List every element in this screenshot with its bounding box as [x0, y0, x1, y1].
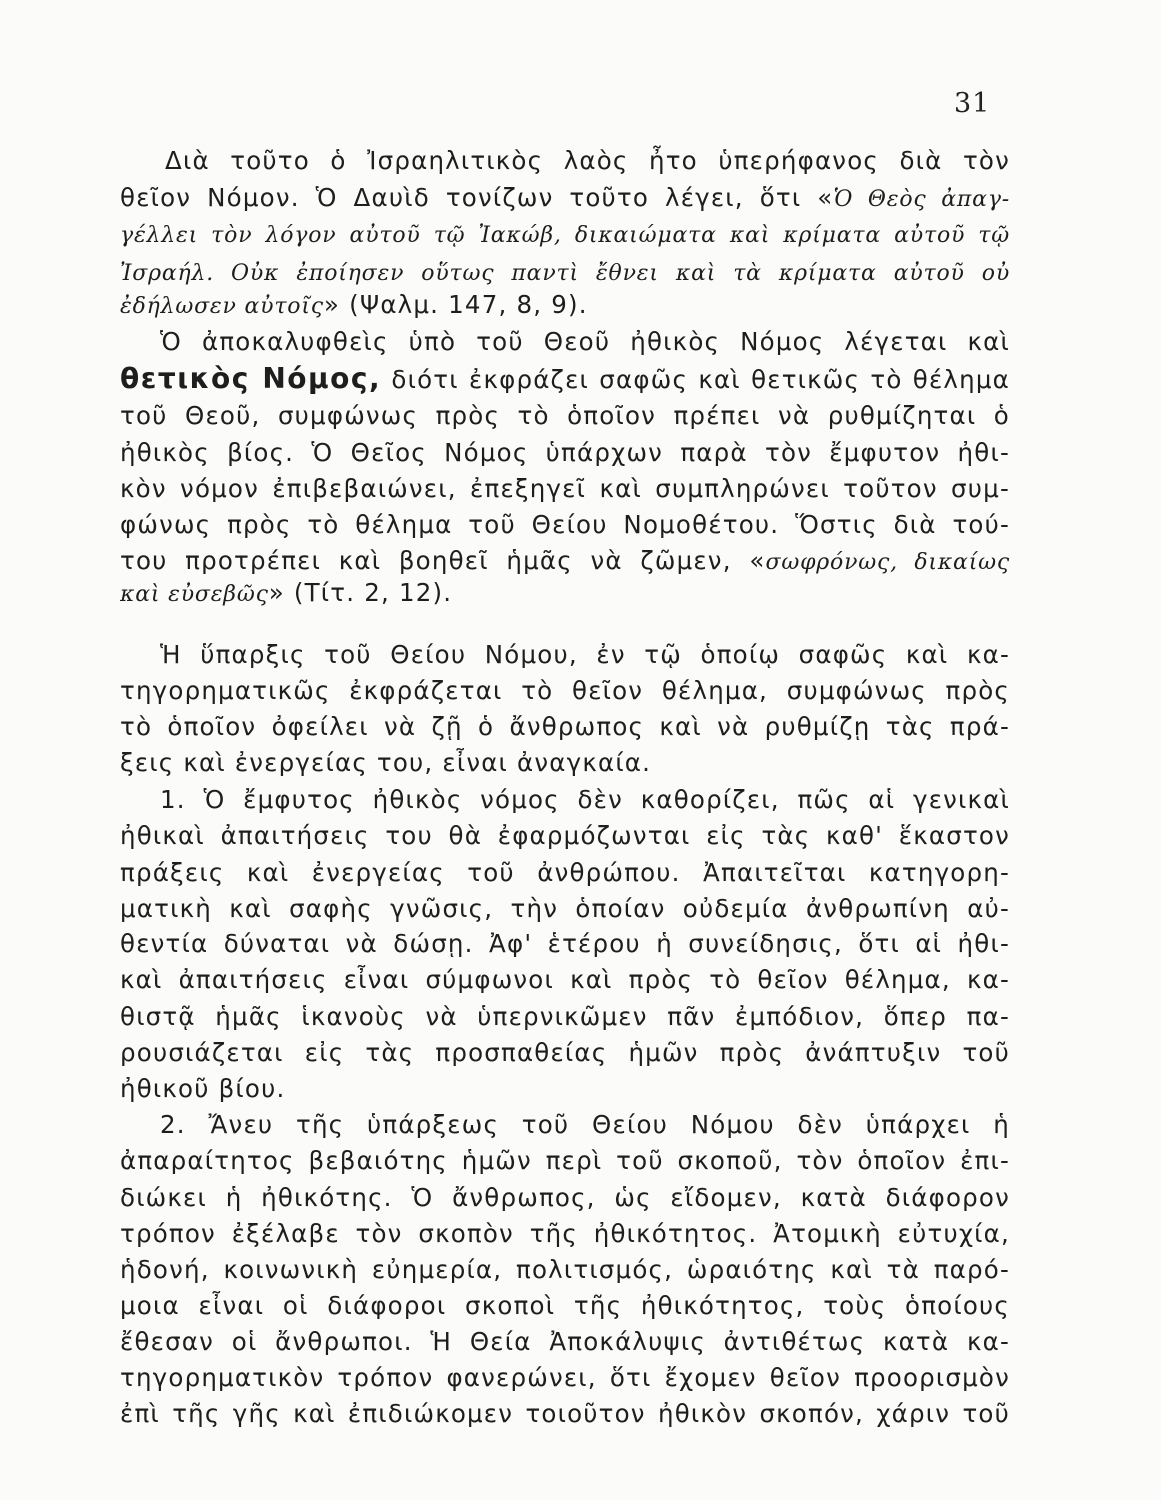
text-line: τηγορηματικῶς ἐκφράζεται τὸ θεῖον θέλημα, συμφώνως πρὸς	[120, 676, 1010, 705]
psalm-quote-line: Ἰσραήλ. Οὐκ ἐποίησεν οὕτως παντὶ ἔθνει καὶ τὰ κρίματα αὐτοῦ οὐ	[120, 261, 1010, 286]
text-line: Ὁ ἀποκαλυφθεὶς ὑπὸ τοῦ Θεοῦ ἠθικὸς Νόμος λέγεται καὶ	[160, 327, 1010, 356]
text-line	[120, 543, 1010, 579]
text-line: ρουσιάζεται εἰς τὰς προσπαθείας ἡμῶν πρὸς ἀνάπτυξιν τοῦ	[120, 1038, 1010, 1067]
text-line: ἠθικὸς βίος. Ὁ Θεῖος Νόμος ὑπάρχων παρὰ τὸν ἔμφυτον ἠθι-	[120, 438, 1010, 467]
text-line: τηγορηματικὸν τρόπον φανερώνει, ὅτι ἔχομεν θεῖον προορισμὸν	[120, 1363, 1010, 1392]
text-line: μοια εἶναι οἱ διάφοροι σκοποὶ τῆς ἠθικότητος, τοὺς ὁποίους	[120, 1291, 1010, 1320]
titus-quote: καὶ εὐσεβῶς	[120, 582, 269, 607]
text-line: Διὰ τοῦτο ὁ Ἰσραηλιτικὸς λαὸς ἦτο ὑπερήφανος διὰ τὸν	[165, 146, 1010, 175]
text-line: ἠθικαὶ ἀπαιτήσεις του θὰ ἐφαρμόζωνται εἰς τὰς καθ' ἕκαστον	[120, 821, 1010, 850]
text-line: κὸν νόμον ἐπιβεβαιώνει, ἐπεξηγεῖ καὶ συμπληρώνει τοῦτον συμ-	[120, 474, 1010, 503]
text-line: τὸ ὁποῖον ὀφείλει νὰ ζῇ ὁ ἄνθρωπος καὶ νὰ ρυθμίζῃ τὰς πρά-	[120, 712, 1010, 741]
bold-term: θετικὸς Νόμος,	[120, 362, 382, 395]
psalm-quote: ἐδήλωσεν αὐτοῖς	[120, 294, 324, 319]
text-line: ἀπαραίτητος βεβαιότης ἡμῶν περὶ τοῦ σκοποῦ, τὸν ὁποῖον ἐπι-	[120, 1146, 1010, 1175]
text-line: ἔθεσαν οἱ ἄνθρωποι. Ἡ Θεία Ἀποκάλυψις ἀντιθέτως κατὰ κα-	[120, 1327, 1010, 1356]
text-line: θεντία δύναται νὰ δώσῃ. Ἀφ' ἑτέρου ἡ συνείδησις, ὅτι αἱ ἠθι-	[120, 929, 1010, 958]
text-line: ἐπὶ τῆς γῆς καὶ ἐπιδιώκομεν τοιοῦτον ἠθικὸν σκοπόν, χάριν τοῦ	[120, 1399, 1010, 1428]
text-line: ἡδονή, κοινωνικὴ εὐημερία, πολιτισμός, ὡραιότης καὶ τὰ παρό-	[120, 1255, 1010, 1284]
psalm-quote-line: γέλλει τὸν λόγον αὐτοῦ τῷ Ἰακώβ, δικαιώματα καὶ κρίματα αὐτοῦ τῷ	[120, 223, 1010, 248]
citation: » (Τίτ. 2, 12).	[268, 578, 453, 607]
text-line: Ἡ ὕπαρξις τοῦ Θείου Νόμου, ἐν τῷ ὁποίῳ σαφῶς καὶ κα-	[160, 640, 1010, 669]
text-line: καὶ ἀπαιτήσεις εἶναι σύμφωνοι καὶ πρὸς τὸ θεῖον θέλημα, κα-	[120, 965, 1010, 994]
text-line: τοῦ Θεοῦ, συμφώνως πρὸς τὸ ὁποῖον πρέπει νὰ ρυθμίζηται ὁ	[120, 401, 1010, 430]
text-line: ματικὴ καὶ σαφὴς γνῶσις, τὴν ὁποίαν οὐδεμία ἀνθρωπίνη αὐ-	[120, 894, 1010, 923]
text-line	[120, 287, 1010, 323]
text-line	[120, 180, 1010, 216]
text-line: θιστᾷ ἡμᾶς ἱκανοὺς νὰ ὑπερνικῶμεν πᾶν ἐμπόδιον, ὅπερ πα-	[120, 1002, 1010, 1031]
titus-quote: σωφρόνως, δικαίως	[765, 550, 1010, 575]
text-span: διότι ἐκφράζει σαφῶς καὶ θετικῶς τὸ θέλημα	[391, 365, 1010, 394]
text-line: τρόπον ἐξέλαβε τὸν σκοπὸν τῆς ἠθικότητος. Ἀτομικὴ εὐτυχία,	[120, 1219, 1010, 1248]
text-line	[120, 361, 1010, 397]
text-span: θεῖον Νόμον. Ὁ Δαυὶδ τονίζων τοῦτο λέγει, ὅτι «	[120, 183, 834, 212]
psalm-quote: Ὁ Θεὸς ἀπαγ-	[833, 187, 1010, 212]
citation: » (Ψαλμ. 147, 8, 9).	[323, 290, 588, 319]
text-line: φώνως πρὸς τὸ θέλημα τοῦ Θείου Νομοθέτου. Ὅστις διὰ τού-	[120, 510, 1010, 539]
page-number: 31	[954, 88, 991, 119]
text-line	[120, 575, 1010, 611]
text-line: πράξεις καὶ ἐνεργείας τοῦ ἀνθρώπου. Ἀπαιτεῖται κατηγορη-	[120, 858, 1010, 887]
text-line: ξεις καὶ ἐνεργείας του, εἶναι ἀναγκαία.	[120, 748, 652, 777]
text-line: ἠθικοῦ βίου.	[120, 1074, 286, 1103]
list-item-2-line: 2. Ἄνευ τῆς ὑπάρξεως τοῦ Θείου Νόμου δὲν ὑπάρχει ἡ	[160, 1110, 1010, 1139]
list-item-1-line: 1. Ὁ ἔμφυτος ἠθικὸς νόμος δὲν καθορίζει, πῶς αἱ γενικαὶ	[160, 785, 1010, 814]
text-line: διώκει ἡ ἠθικότης. Ὁ ἄνθρωπος, ὡς εἴδομεν, κατὰ διάφορον	[120, 1183, 1010, 1212]
text-span: του προτρέπει καὶ βοηθεῖ ἡμᾶς νὰ ζῶμεν, «	[120, 546, 766, 575]
